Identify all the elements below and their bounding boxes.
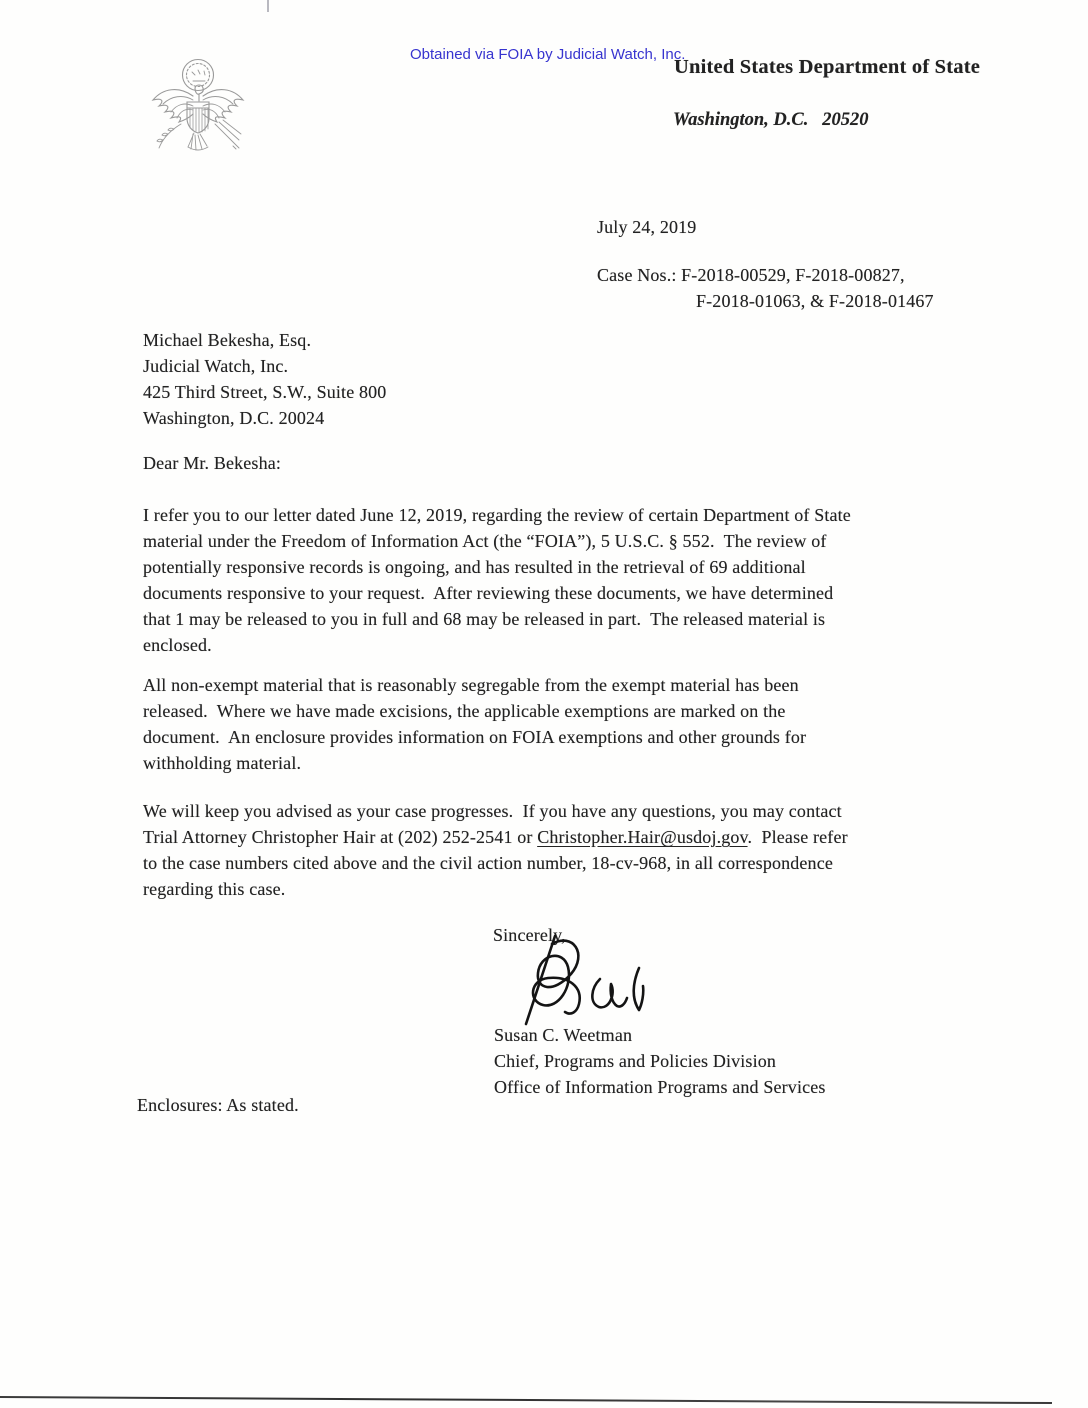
- case-numbers-line2: F-2018-01063, & F-2018-01467: [696, 291, 934, 311]
- body-paragraph-2: [143, 672, 806, 776]
- body-paragraph-3: [143, 798, 848, 902]
- signer-title: Chief, Programs and Policies Division: [494, 1051, 777, 1071]
- scan-artifact-tick: [267, 0, 269, 12]
- paragraph-line: material under the Freedom of Information Act (the “FOIA”), 5 U.S.C. § 552. The review of: [143, 531, 827, 551]
- paragraph-text: Trial Attorney Christopher Hair at (202) 252-2541 or: [143, 827, 538, 847]
- paragraph-line: released. Where we have made excisions, the applicable exemptions are marked on the: [143, 701, 786, 721]
- recipient-address: [143, 327, 386, 431]
- paragraph-line: All non-exempt material that is reasonably segregable from the exempt material has been: [143, 675, 799, 695]
- paragraph-line: We will keep you advised as your case progresses. If you have any questions, you may contact: [143, 801, 842, 821]
- paragraph-line: withholding material.: [143, 753, 302, 773]
- paragraph-line: I refer you to our letter dated June 12, 2019, regarding the review of certain Department of State: [143, 505, 851, 525]
- paragraph-line: regarding this case.: [143, 879, 286, 899]
- recipient-org: Judicial Watch, Inc.: [143, 356, 289, 376]
- case-numbers-line1: Case Nos.: F-2018-00529, F-2018-00827,: [597, 265, 905, 285]
- signer-name: Susan C. Weetman: [494, 1025, 633, 1045]
- salutation: Dear Mr. Bekesha:: [143, 453, 282, 473]
- scan-artifact-bottom-line: [0, 1396, 1052, 1404]
- handwritten-signature-icon: [503, 932, 673, 1036]
- paragraph-line: that 1 may be released to you in full and 68 may be released in part. The released material is: [143, 609, 826, 629]
- paragraph-line: to the case numbers cited above and the civil action number, 18-cv-968, in all correspondence: [143, 853, 833, 873]
- paragraph-line: [143, 824, 848, 850]
- body-paragraph-1: [143, 502, 851, 658]
- recipient-name: Michael Bekesha, Esq.: [143, 330, 312, 350]
- enclosures-note: Enclosures: As stated.: [137, 1095, 299, 1115]
- recipient-city: Washington, D.C. 20024: [143, 408, 325, 428]
- signer-office: Office of Information Programs and Services: [494, 1077, 826, 1097]
- letterhead-city-line: Washington, D.C. 20520: [673, 110, 869, 130]
- foia-overlay-note: Obtained via FOIA by Judicial Watch, Inc.: [410, 46, 686, 63]
- paragraph-line: potentially responsive records is ongoing, and has resulted in the retrieval of 69 additional: [143, 557, 806, 577]
- paragraph-line: documents responsive to your request. After reviewing these documents, we have determined: [143, 583, 834, 603]
- paragraph-text: . Please refer: [747, 827, 848, 847]
- paragraph-line: document. An enclosure provides information on FOIA exemptions and other grounds for: [143, 727, 807, 747]
- great-seal-icon: [141, 54, 255, 168]
- closing-sincerely: Sincerely,: [493, 925, 566, 945]
- recipient-street: 425 Third Street, S.W., Suite 800: [143, 382, 387, 402]
- paragraph-line: enclosed.: [143, 635, 212, 655]
- letterhead-agency: United States Department of State: [674, 56, 981, 78]
- contact-email-text: Christopher.Hair@usdoj.gov: [537, 827, 748, 847]
- letter-date: July 24, 2019: [597, 217, 697, 237]
